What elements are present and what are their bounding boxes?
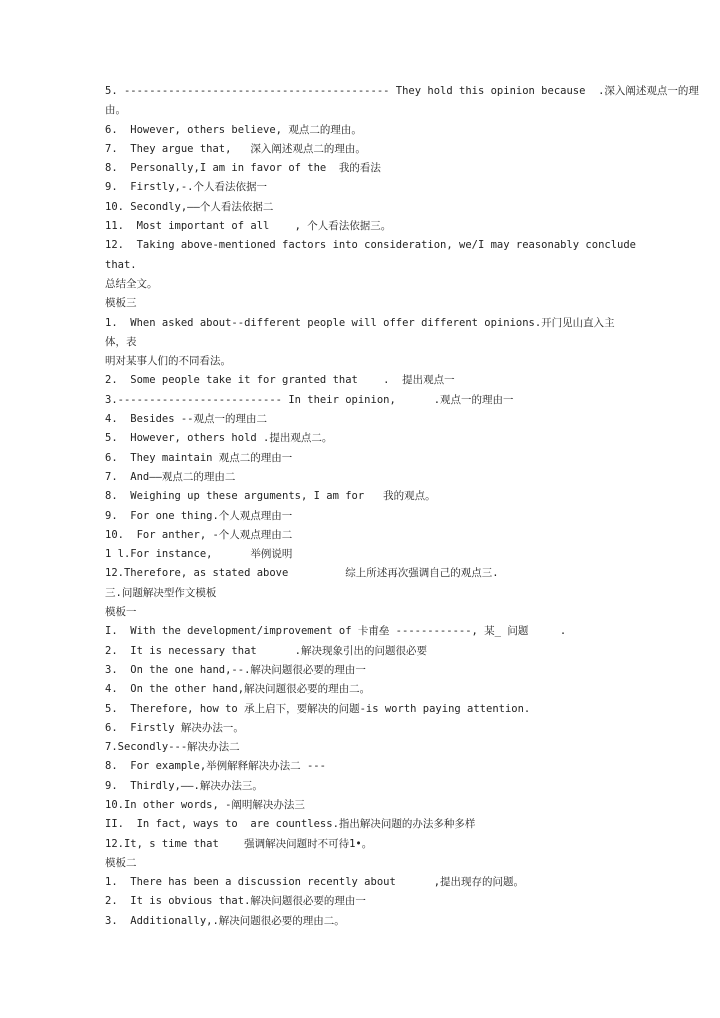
text-line: 11. Most important of all , 个人看法依据三。	[105, 220, 392, 233]
text-line: 12.Therefore, as stated above 综上所述再次强调自己的观点三.	[105, 567, 499, 580]
text-line: 12.It, s time that 强调解决问题时不可待1•。	[105, 837, 373, 850]
text-line: II. In fact, ways to are countless.指出解决问题的办法多种多样	[105, 818, 476, 831]
text-line: 8. Personally,I am in favor of the 我的看法	[105, 162, 381, 175]
text-line: 9. Thirdly,——.解决办法三。	[105, 779, 263, 792]
text-line: 7. They argue that, 深入阐述观点二的理由。	[105, 142, 366, 155]
text-line: 2. It is necessary that .解决现象引出的问题很必要	[105, 644, 427, 657]
text-line: 3. On the one hand,--.解决问题很必要的理由一	[105, 663, 366, 676]
text-line: 5. However, others hold .提出观点二。	[105, 432, 333, 445]
text-line: 1. There has been a discussion recently about ,提出现存的问题。	[105, 876, 525, 889]
section-heading: 模板一	[105, 606, 137, 619]
text-line: 1. When asked about--different people will offer different opinions.开门见山直入主	[105, 316, 615, 329]
text-line: 2. Some people take it for granted that . 提出观点一	[105, 374, 455, 387]
text-line: 6. Firstly 解决办法一。	[105, 721, 244, 734]
section-heading: 模板三	[105, 297, 137, 310]
text-line: 2. It is obvious that.解决问题很必要的理由一	[105, 895, 366, 908]
text-line: 总结全文。	[105, 277, 158, 290]
text-line: 10. For anther, -个人观点理由二	[105, 528, 293, 541]
text-line: 10.In other words, -阐明解决办法三	[105, 798, 305, 811]
text-line: 6. However, others believe, 观点二的理由。	[105, 123, 362, 136]
section-heading: 模板二	[105, 856, 137, 869]
text-line: 12. Taking above-mentioned factors into consideration, we/I may reasonably conclude	[105, 239, 637, 252]
text-line: 体，表	[105, 335, 137, 348]
text-line: 由。	[105, 104, 126, 117]
text-line: 8. For example,举例解释解决办法二 ---	[105, 760, 326, 773]
text-line: that.	[105, 258, 137, 271]
text-line: 9. Firstly,-.个人看法依据一	[105, 181, 268, 194]
text-line: 5. Therefore, how to 承上启下，要解决的问题-is worth paying attention.	[105, 702, 531, 715]
text-line: 10. Secondly,——个人看法依据二	[105, 200, 274, 213]
text-line: 8. Weighing up these arguments, I am for 我的观点。	[105, 490, 436, 503]
text-line: 3.-------------------------- In their opinion, .观点一的理由一	[105, 393, 514, 406]
text-line: 1 l.For instance, 举例说明	[105, 548, 293, 561]
text-line: 明对某事人们的不同看法。	[105, 355, 231, 368]
text-line: 9. For one thing.个人观点理由一	[105, 509, 293, 522]
text-line: 3. Additionally,.解决问题很必要的理由二。	[105, 914, 345, 927]
text-line: 5. ------------------------------------------ They hold this opinion because .深入阐述观点一的理	[105, 85, 699, 97]
document-body	[105, 82, 699, 931]
text-line: 4. Besides --观点一的理由二	[105, 413, 268, 426]
text-line: 6. They maintain 观点二的理由一	[105, 451, 293, 464]
text-line: I. With the development/improvement of 卡甫垒 ------------, 某_ 问题 .	[105, 625, 567, 638]
section-heading: 三.问题解决型作文模板	[105, 586, 217, 599]
text-line: 7.Secondly---解决办法二	[105, 741, 240, 754]
text-line: 7. And——观点二的理由二	[105, 470, 236, 483]
text-line: 4. On the other hand,解决问题很必要的理由二。	[105, 683, 371, 696]
